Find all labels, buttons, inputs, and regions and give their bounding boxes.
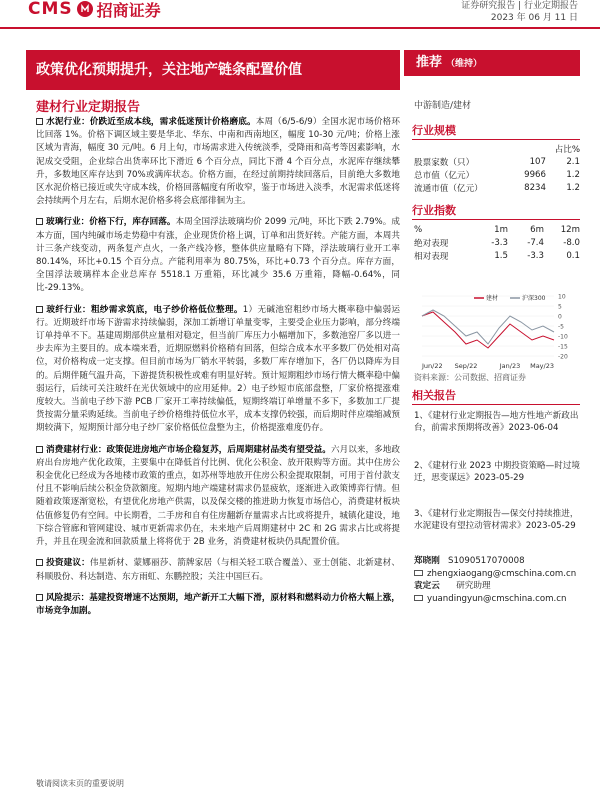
x-tick-label: Sep/22 bbox=[454, 362, 478, 370]
row-value: -3.3 bbox=[491, 237, 508, 248]
author-role: 研究助理 bbox=[456, 581, 491, 591]
row-name: 绝对表现 bbox=[414, 238, 449, 249]
paragraph-text: 本周全国浮法玻璃均价 2099 元/吨，环比下跌 2.79%。成本方面，国内纯碱市场走势稳中有涨，企业现货价格上调，订单和出货好转。产能方面，本周共计三条产线变动，两条复产点火，一条产线冷修，整体供应量略有下降，浮法玻璃行业开工率 80.14%，环比+0.15 个百分点。产能利用率为 80.75%，环比+0.73 个百分点。库存方面，全国浮法玻璃样本企业总库存 5518.1 万重箱，环比减少 35.6 万重箱，降幅-0.64%，同比-29.13%。 bbox=[36, 217, 400, 294]
bullet-icon bbox=[36, 559, 43, 566]
table-row bbox=[414, 236, 580, 249]
paragraph-head: 水泥行业：价跌近至成本线，需求低迷预计价格磨底。 bbox=[46, 117, 256, 127]
paragraph-head: 消费建材行业：政策促进房地产市场企稳复苏，后周期建材品类有望受益。 bbox=[46, 444, 331, 455]
index-table bbox=[414, 223, 580, 262]
author-email-row bbox=[414, 568, 580, 581]
logo-badge-icon bbox=[77, 1, 93, 17]
paragraph-fiberglass bbox=[36, 304, 400, 436]
author-name: 袁定云 bbox=[414, 581, 440, 591]
report-date: 2023 年 06 月 11 日 bbox=[490, 13, 578, 23]
rating-label: 推荐 bbox=[416, 55, 443, 70]
y-tick-label: 10 bbox=[558, 293, 566, 301]
related-report-1[interactable]: 1、《建材行业定期报告—地方性地产新政出台，前需求预期将改善》2023-06-04 bbox=[414, 411, 579, 433]
paragraph-glass bbox=[36, 216, 400, 295]
row-name: 相对表现 bbox=[414, 251, 449, 262]
x-tick-label: Jun/22 bbox=[422, 362, 443, 370]
y-tick-label: 5 bbox=[558, 303, 562, 311]
author-email-row bbox=[414, 593, 580, 606]
y-tick-label: -10 bbox=[558, 333, 568, 341]
row-value: -3.3 bbox=[527, 250, 544, 261]
x-tick-label: May/23 bbox=[530, 362, 554, 370]
row-value: -7.4 bbox=[527, 237, 544, 248]
mail-icon bbox=[414, 595, 423, 601]
bullet-icon bbox=[36, 218, 43, 225]
bullet-icon bbox=[36, 118, 43, 125]
row-pct: 2.1 bbox=[566, 156, 580, 167]
paragraph-investment bbox=[36, 557, 400, 583]
author-email[interactable]: yuandingyun@cmschina.com.cn bbox=[427, 593, 567, 604]
related-report-2[interactable]: 2、《建材行业 2023 中期投资策略—时过境迁，思变谋远》2023-05-29 bbox=[414, 461, 581, 483]
scale-table bbox=[414, 142, 580, 194]
header-cell: 1m bbox=[494, 224, 508, 235]
row-value: 1.5 bbox=[494, 250, 508, 261]
paragraph-head: 投资建议： bbox=[46, 558, 90, 569]
table-row bbox=[414, 249, 580, 262]
logo-cn: 招商证券 bbox=[96, 0, 161, 20]
industry-label: 中游制造/建材 bbox=[414, 101, 472, 111]
x-tick-label: Jan/23 bbox=[499, 362, 521, 370]
company-logo bbox=[28, 0, 161, 18]
scale-title: 行业规模 bbox=[412, 124, 456, 137]
row-pct: 1.2 bbox=[566, 182, 580, 193]
row-name: 总市值（亿元） bbox=[414, 170, 475, 181]
scale-unit: 占比% bbox=[554, 144, 580, 155]
bullet-icon bbox=[36, 446, 43, 453]
row-value: -8.0 bbox=[563, 237, 580, 248]
paragraph-text: 1）无碱池窑粗纱市场大概率稳中偏弱运行。近期玻纤市场下游需求持续偏弱，深加工新增订单量变零，主要受企业压力影响，部分终端订单持单不下。基建周期部供应量相对稳定，但当前厂库压力小幅增加下，多数池窑厂多以进一步去库为主要目的。成本端来看，近期原燃料价格稍有回落，但综合成本水平多数厂仍处相对高位，对价格构成一定支撑。但目前市场为厂销水平转弱，多数厂库存增加下，各厂仍以降库为目的。后期伴随气温升高，下游提货积极性或难有明显好转。预计短期粗纱市场行情大概率稳中偏弱运行，后续可关注玻纤在光伏领域中的应用延伸。2）电子纱短市底部盘整，厂家价格提涨难度较大。当前电子纱下游 PCB 厂家开工率持续偏低，短期终端订单增量不多下，多数加工厂提货按需分量采购延续。当前电子纱价格维持低位水平，成本支撑仍较强，而后期时伴应端缩减预期较满下，短期预计部分电子纱厂家价格低位盘整为主，价格提涨难度仍存。 bbox=[36, 304, 400, 434]
y-tick-label: -20 bbox=[558, 353, 568, 361]
row-pct: 1.2 bbox=[566, 169, 580, 180]
paragraph-head: 玻璃行业：价格下行，库存回落。 bbox=[46, 217, 176, 228]
y-tick-label: 0 bbox=[558, 313, 562, 321]
legend-label: 沪深300 bbox=[522, 295, 546, 302]
scale-divider bbox=[412, 139, 580, 140]
header-cell: 12m bbox=[560, 224, 580, 235]
y-tick-label: -15 bbox=[558, 343, 568, 351]
report-type: 证券研究报告 | 行业定期报告 bbox=[461, 1, 578, 11]
y-tick-label: -5 bbox=[558, 323, 564, 331]
paragraph-head: 风险提示：基建投资增速不达预期，地产新开工大幅下滑，原材料和燃料动力价格大幅上涨，市场竞争加剧。 bbox=[36, 592, 400, 616]
author-row bbox=[414, 580, 580, 593]
bullet-icon bbox=[36, 306, 43, 313]
paragraph-head: 玻纤行业：粗纱需求筑底，电子纱价格低位整理。 bbox=[46, 304, 243, 315]
rating-note: （维持） bbox=[446, 59, 483, 69]
author-id: S1090517070008 bbox=[448, 556, 525, 566]
row-name: 流通市值（亿元） bbox=[414, 183, 483, 194]
mail-icon bbox=[414, 570, 423, 576]
header-divider bbox=[0, 27, 600, 29]
index-performance-chart bbox=[414, 290, 580, 372]
index-divider bbox=[412, 219, 580, 220]
row-value: 107 bbox=[529, 156, 546, 167]
table-header bbox=[414, 223, 580, 236]
row-value: 8234 bbox=[524, 182, 546, 193]
row-value: 9966 bbox=[524, 169, 546, 180]
table-row bbox=[414, 168, 580, 181]
related-report-3[interactable]: 3、《建材行业定期报告—保交付持续推进，水泥建设有望拉动管材需求》2023-05-29 bbox=[414, 509, 579, 531]
report-subtitle: 建材行业定期报告 bbox=[36, 100, 141, 115]
related-title: 相关报告 bbox=[412, 389, 456, 402]
footer-note: 敬请阅读末页的重要说明 bbox=[36, 779, 124, 788]
author-row bbox=[414, 555, 580, 568]
bullet-icon bbox=[36, 594, 43, 601]
report-title-banner: 政策优化预期提升，关注地产链条配置价值 bbox=[26, 50, 400, 90]
rating-badge bbox=[404, 50, 580, 76]
header-meta bbox=[461, 0, 578, 24]
series-line bbox=[422, 312, 554, 348]
row-value: 0.1 bbox=[566, 250, 580, 261]
header-cell: 6m bbox=[530, 224, 544, 235]
author-email[interactable]: zhengxiaogang@cmschina.com.cn bbox=[427, 568, 577, 579]
paragraph-consumer-materials bbox=[36, 444, 400, 550]
row-name: 股票家数（只） bbox=[414, 157, 475, 168]
related-divider bbox=[412, 404, 580, 405]
main-body bbox=[36, 116, 400, 626]
legend-label: 建材 bbox=[486, 295, 499, 302]
author-name: 郑晓刚 bbox=[414, 556, 440, 566]
table-row bbox=[414, 155, 580, 168]
paragraph-text: 六月以来，多地政府出台房地产优化政策，主要集中在降低首付比例、优化公积金、放开限购等方面。其中住房公积金优化已经成为各地楼市政策的重点，如苏州等地放开住房公积金提取限制，可用于首付款支付且不影响后续公积金贷款额度。短期内地产端建材需求仍显疲软，逐渐进入政策博弈行情。但随着政策逐渐宽松，有望优化房地产供需，以及保交楼的推进助力恢复市场信心，消费建材板块估值修复仍有空间。中长期看，二手房和自有住房翻新存量需求占比或将提升，城镇化建设，地下综合管廊和管网建设、城市更新需求仍在，未来地产后周期建材中 2C 和 2G 需求占比或将提升，并且在现金流和回款质量上将将优于 2B 业务，消费建材板块仍具配置价值。 bbox=[36, 444, 400, 548]
chart-source: 资料来源：公司数据、招商证券 bbox=[414, 373, 526, 382]
paragraph-risk bbox=[36, 592, 400, 618]
header-cell: % bbox=[414, 224, 423, 235]
paragraph-text: 本周（6/5-6/9）全国水泥市场价格环比回落 1%。价格下调区域主要是华北、华东、中南和西南地区，幅度 10-30 元/吨；价格上涨区域为青海，幅度 30 元/吨。6 月上旬，市场需求进入传统淡季，受降雨和高考等因素影响，水泥成交受阻，企业综合出货率环比下滑近 6 个百分点，同比下滑 4 个百分点，水泥库存继续攀升，多数地区库存达到 70%或满库状态。价格方面，在经过前期持续回落后，目前绝大多数地区水泥价格已接近或失守成本线，价格回落幅度有所收窄，鉴于市场进入淡季，水泥需求低迷将会持续两个月左右，后期水泥价格多将会底部徘徊为主。 bbox=[36, 117, 400, 207]
logo-en: CMS bbox=[28, 0, 73, 19]
table-row bbox=[414, 181, 580, 194]
paragraph-text: 伟星新材、蒙娜丽莎、箭牌家居（与相关轻工联合覆盖）、亚士创能、北新建材、科顺股份、科达制造、东方雨虹、东鹏控股；关注中国巨石。 bbox=[36, 558, 400, 582]
paragraph-cement bbox=[36, 116, 400, 208]
index-title: 行业指数 bbox=[412, 204, 456, 217]
authors-block bbox=[414, 555, 580, 605]
